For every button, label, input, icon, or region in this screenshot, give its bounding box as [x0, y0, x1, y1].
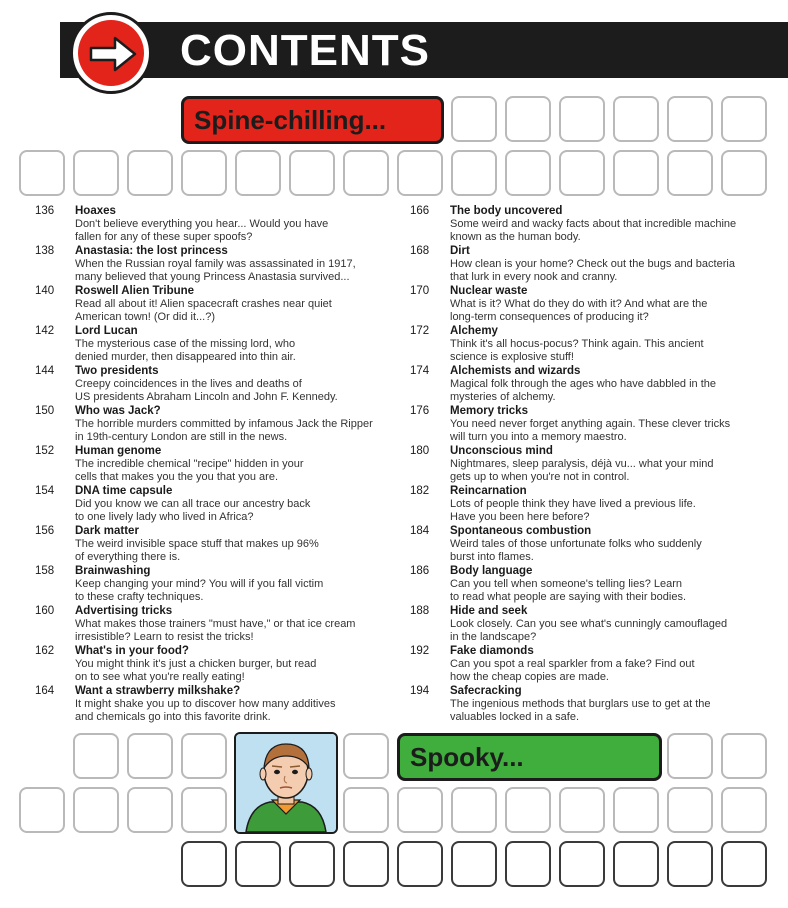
grid-box — [127, 733, 173, 779]
page-number: 150 — [35, 405, 55, 417]
contents-entry — [410, 645, 760, 684]
entry-title: Fake diamonds — [450, 645, 534, 657]
contents-entry — [410, 525, 760, 564]
entry-description: and chemicals go into this favorite drink. — [75, 711, 271, 723]
grid-box — [451, 841, 497, 887]
contents-column-right — [410, 205, 760, 725]
page-number: 144 — [35, 365, 55, 377]
contents-entry — [35, 445, 385, 484]
page-number: 138 — [35, 245, 55, 257]
grid-box — [397, 787, 443, 833]
entry-description: The weird invisible space stuff that makes up 96% — [75, 538, 319, 550]
contents-entry — [410, 685, 760, 724]
boy-portrait-illustration — [234, 732, 338, 834]
contents-entry — [35, 325, 385, 364]
grid-box — [451, 96, 497, 142]
grid-box — [721, 150, 767, 196]
page-number: 172 — [410, 325, 430, 337]
page-number: 174 — [410, 365, 430, 377]
grid-box — [343, 841, 389, 887]
grid-box — [613, 787, 659, 833]
contents-entry — [35, 205, 385, 244]
entry-description: that lurk in every nook and cranny. — [450, 271, 618, 283]
grid-box — [397, 841, 443, 887]
entry-description: How clean is your home? Check out the bugs and bacteria — [450, 258, 735, 270]
grid-box — [19, 787, 65, 833]
grid-box — [181, 787, 227, 833]
entry-title: What's in your food? — [75, 645, 189, 657]
entry-title: Two presidents — [75, 365, 159, 377]
entry-description: on to see what you're really eating! — [75, 671, 245, 683]
page-number: 176 — [410, 405, 430, 417]
grid-box — [397, 150, 443, 196]
entry-description: many believed that young Princess Anastasia survived... — [75, 271, 350, 283]
page-number: 158 — [35, 565, 55, 577]
contents-entry — [35, 485, 385, 524]
entry-description: It might shake you up to discover how many additives — [75, 698, 336, 710]
grid-box — [73, 787, 119, 833]
entry-title: Anastasia: the lost princess — [75, 245, 228, 257]
entry-description: valuables locked in a safe. — [450, 711, 580, 723]
entry-description: science is explosive stuff! — [450, 351, 574, 363]
entry-title: Roswell Alien Tribune — [75, 285, 195, 297]
entry-description: in 19th-century London are still in the news. — [75, 431, 288, 443]
entry-description: cells that makes you the you that you are. — [75, 471, 279, 483]
page-number: 180 — [410, 445, 430, 457]
page-number: 156 — [35, 525, 55, 537]
grid-box — [559, 841, 605, 887]
entry-title: Lord Lucan — [75, 325, 138, 337]
grid-box — [613, 96, 659, 142]
entry-title: Hide and seek — [450, 605, 528, 617]
grid-box — [289, 841, 335, 887]
grid-box — [559, 787, 605, 833]
entry-description: denied murder, then disappeared into thin air. — [75, 351, 296, 363]
grid-box — [235, 841, 281, 887]
grid-box — [343, 733, 389, 779]
grid-box — [181, 841, 227, 887]
grid-box — [667, 733, 713, 779]
entry-description: You need never forget anything again. These clever tricks — [450, 418, 731, 430]
entry-description: What makes those trainers "must have," or that ice cream — [75, 618, 356, 630]
entry-title: DNA time capsule — [75, 485, 173, 497]
grid-box — [559, 96, 605, 142]
grid-box — [19, 150, 65, 196]
entry-description: Creepy coincidences in the lives and deaths of — [75, 378, 302, 390]
entry-description: Weird tales of those unfortunate folks who suddenly — [450, 538, 702, 550]
entry-description: to these crafty techniques. — [75, 591, 204, 603]
entry-description: irresistible? Learn to resist the tricks! — [75, 631, 254, 643]
entry-description: will turn you into a memory maestro. — [450, 431, 627, 443]
grid-box — [613, 841, 659, 887]
page-number: 192 — [410, 645, 430, 657]
right-arrow-icon — [70, 12, 152, 94]
entry-title: Reincarnation — [450, 485, 527, 497]
entry-description: The incredible chemical "recipe" hidden in your — [75, 458, 304, 470]
grid-box — [721, 733, 767, 779]
contents-entry — [410, 205, 760, 244]
entry-description: to one lively lady who lived in Africa? — [75, 511, 254, 523]
contents-entry — [410, 605, 760, 644]
grid-box — [721, 841, 767, 887]
entry-description: long-term consequences of producing it? — [450, 311, 649, 323]
grid-box — [181, 733, 227, 779]
entry-title: Memory tricks — [450, 405, 528, 417]
entry-title: The body uncovered — [450, 205, 563, 217]
entry-title: Want a strawberry milkshake? — [75, 685, 241, 697]
entry-title: Brainwashing — [75, 565, 151, 577]
contents-entry — [35, 525, 385, 564]
page-number: 166 — [410, 205, 430, 217]
grid-box — [289, 150, 335, 196]
entry-description: Lots of people think they have lived a previous life. — [450, 498, 696, 510]
grid-box — [505, 841, 551, 887]
entry-description: The horrible murders committed by infamous Jack the Ripper — [75, 418, 373, 430]
entry-title: Nuclear waste — [450, 285, 528, 297]
entry-description: Nightmares, sleep paralysis, déjà vu... what your mind — [450, 458, 714, 470]
contents-entry — [410, 245, 760, 284]
entry-description: The mysterious case of the missing lord, who — [75, 338, 296, 350]
contents-entry — [35, 605, 385, 644]
entry-title: Human genome — [75, 445, 162, 457]
page-number: 170 — [410, 285, 430, 297]
contents-entry — [35, 365, 385, 404]
entry-description: When the Russian royal family was assassinated in 1917, — [75, 258, 356, 270]
grid-box — [451, 787, 497, 833]
entry-description: Did you know we can all trace our ancestry back — [75, 498, 311, 510]
entry-title: Who was Jack? — [75, 405, 161, 417]
page-number: 142 — [35, 325, 55, 337]
contents-entry — [35, 685, 385, 724]
grid-box — [559, 150, 605, 196]
entry-title: Dark matter — [75, 525, 139, 537]
contents-entry — [35, 285, 385, 324]
entry-description: how the cheap copies are made. — [450, 671, 609, 683]
page-number: 194 — [410, 685, 430, 697]
grid-box — [73, 150, 119, 196]
page-number: 136 — [35, 205, 55, 217]
entry-title: Hoaxes — [75, 205, 116, 217]
section-label-spine-chilling: Spine-chilling... — [181, 96, 444, 144]
entry-title: Spontaneous combustion — [450, 525, 592, 537]
entry-description: of everything there is. — [75, 551, 181, 563]
contents-entry — [35, 245, 385, 284]
contents-entry — [410, 285, 760, 324]
entry-title: Advertising tricks — [75, 605, 173, 617]
contents-entry — [410, 445, 760, 484]
grid-box — [721, 787, 767, 833]
grid-box — [451, 150, 497, 196]
grid-box — [127, 787, 173, 833]
entry-title: Safecracking — [450, 685, 522, 697]
entry-description: gets up to when you're not in control. — [450, 471, 630, 483]
grid-box — [505, 150, 551, 196]
grid-box — [667, 841, 713, 887]
contents-entry — [35, 645, 385, 684]
grid-box — [667, 787, 713, 833]
entry-description: Read all about it! Alien spacecraft crashes near quiet — [75, 298, 332, 310]
page-number: 188 — [410, 605, 430, 617]
grid-box — [667, 96, 713, 142]
entry-description: Have you been here before? — [450, 511, 590, 523]
grid-box — [73, 733, 119, 779]
contents-entry — [35, 565, 385, 604]
entry-title: Dirt — [450, 245, 470, 257]
entry-description: known as the human body. — [450, 231, 581, 243]
entry-description: Can you spot a real sparkler from a fake? Find out — [450, 658, 695, 670]
page-number: 162 — [35, 645, 55, 657]
entry-description: What is it? What do they do with it? And what are the — [450, 298, 708, 310]
entry-description: Can you tell when someone's telling lies? Learn — [450, 578, 683, 590]
grid-box — [505, 787, 551, 833]
entry-description: Don't believe everything you hear... Would you have — [75, 218, 329, 230]
entry-description: Some weird and wacky facts about that incredible machine — [450, 218, 737, 230]
entry-title: Unconscious mind — [450, 445, 553, 457]
page-number: 184 — [410, 525, 430, 537]
page-number: 168 — [410, 245, 430, 257]
contents-entry — [410, 405, 760, 444]
entry-description: in the landscape? — [450, 631, 537, 643]
grid-box — [235, 150, 281, 196]
entry-description: Look closely. Can you see what's cunningly camouflaged — [450, 618, 728, 630]
entry-title: Alchemy — [450, 325, 498, 337]
entry-title: Alchemists and wizards — [450, 365, 581, 377]
contents-entry — [410, 485, 760, 524]
section-label-spooky: Spooky... — [397, 733, 662, 781]
entry-description: to read what people are saying with their bodies. — [450, 591, 687, 603]
entry-title: Body language — [450, 565, 533, 577]
page-number: 152 — [35, 445, 55, 457]
page-number: 160 — [35, 605, 55, 617]
entry-description: The ingenious methods that burglars use to get at the — [450, 698, 711, 710]
page-number: 186 — [410, 565, 430, 577]
entry-description: Magical folk through the ages who have dabbled in the — [450, 378, 717, 390]
page-number: 140 — [35, 285, 55, 297]
grid-box — [343, 150, 389, 196]
entry-description: fallen for any of these super spoofs? — [75, 231, 253, 243]
page-number: 154 — [35, 485, 55, 497]
grid-box — [127, 150, 173, 196]
entry-description: burst into flames. — [450, 551, 534, 563]
contents-column-left — [35, 205, 385, 725]
contents-entry — [410, 565, 760, 604]
entry-description: Think it's all hocus-pocus? Think again. This ancient — [450, 338, 704, 350]
page-number: 182 — [410, 485, 430, 497]
entry-description: mysteries of alchemy. — [450, 391, 556, 403]
page-number: 164 — [35, 685, 55, 697]
contents-entry — [410, 365, 760, 404]
grid-box — [721, 96, 767, 142]
grid-box — [343, 787, 389, 833]
grid-box — [667, 150, 713, 196]
entry-description: American town! (Or did it...?) — [75, 311, 215, 323]
contents-entry — [410, 325, 760, 364]
grid-box — [505, 96, 551, 142]
entry-description: US presidents Abraham Lincoln and John F. Kennedy. — [75, 391, 338, 403]
entry-description: You might think it's just a chicken burger, but read — [75, 658, 317, 670]
grid-box — [181, 150, 227, 196]
contents-entry — [35, 405, 385, 444]
grid-box — [613, 150, 659, 196]
page-title: CONTENTS — [180, 26, 430, 75]
entry-description: Keep changing your mind? You will if you fall victim — [75, 578, 324, 590]
